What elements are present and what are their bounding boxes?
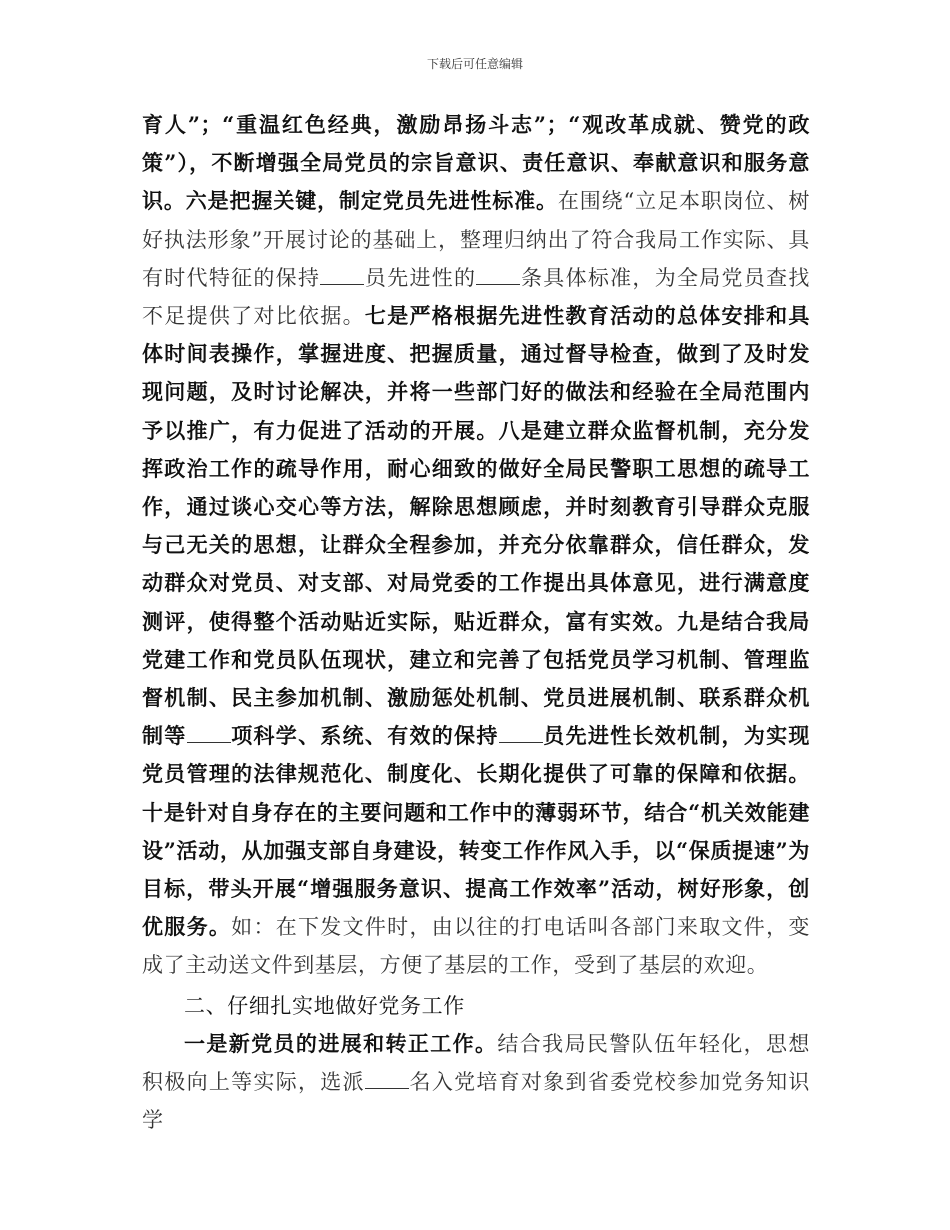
paragraph-1-bold-4: 员先进性长效机制，为实现党员管理的法律规范化、制度化、长期化提供了可靠的保障和依据。十是针对自身存在的主要问题和工作中的薄弱环节，结合“机关效能建设”活动，从加强支部自身建设，转变工作作风入手，以“保质提速”为目标，带头开展“增强服务意识、提高工作效率”活动，树好形象，创优服务。 [142, 723, 810, 940]
header-note: 下载后可任意编辑 [426, 57, 523, 71]
paragraph-1-normal-3: 条具体标准，为全局党员查找不足提供了对比依据。 [142, 265, 810, 329]
paragraph-2-normal-1: 结合我局民警队伍年轻化，思想积极向上等实际，选派 [142, 1031, 810, 1095]
fill-blank [476, 283, 520, 285]
fill-blank [187, 741, 231, 743]
section-heading-2: 二、仔细扎实地做好党务工作 [184, 993, 465, 1018]
paragraph-1-normal-1: 在围绕“立足本职岗位、树好执法形象”开展讨论的基础上，整理归纳出了符合我局工作实际、具有时代特征的保持 [142, 189, 810, 290]
paragraph-2 [142, 1025, 810, 1140]
paragraph-1 [142, 106, 810, 985]
paragraph-1-bold-3: 项科学、系统、有效的保持 [230, 723, 499, 749]
fill-blank [499, 741, 543, 743]
paragraph-1-bold-1: 育人”；“重温红色经典，激励昂扬斗志”；“观改革成就、赞党的政策”），不断增强全局党员的宗旨意识、责任意识、奉献意识和服务意识。六是把握关键，制定党员先进性标准。 [142, 112, 810, 214]
paragraph-2-bold-1: 一是新党员的进展和转正工作。 [184, 1030, 498, 1056]
fill-blank [365, 1087, 409, 1089]
document-body [142, 106, 810, 1139]
paragraph-2-normal-2: 名入党培育对象到省委党校参加党务知识学 [142, 1070, 810, 1133]
paragraph-1-normal-2: 员先进性的 [364, 265, 477, 290]
paragraph-1-bold-2: 七是严格根据先进性教育活动的总体安排和具体时间表操作，掌握进度、把握质量，通过督导检查，做到了及时发现问题，及时讨论解决，并将一些部门好的做法和经验在全局范围内予以推广，有力促进了活动的开展。八是建立群众监督机制，充分发挥政治工作的疏导作用，耐心细致的做好全局民警职工思想的疏导工作，通过谈心交心等方法，解除思想顾虑，并时刻教育引导群众克服与己无关的思想，让群众全程参加，并充分依靠群众，信任群众，发动群众对党员、对支部、对局党委的工作提出具体意见，进行满意度测评，使得整个活动贴近实际，贴近群众，富有实效。九是结合我局党建工作和党员队伍现状，建立和完善了包括党员学习机制、管理监督机制、民主参加机制、激励惩处机制、党员进展机制、联系群众机制等 [142, 303, 811, 749]
paragraph-1-normal-4: 如：在下发文件时，由以往的打电话叫各部门来取文件，变成了主动送文件到基层，方便了基层的工作，受到了基层的欢迎。 [142, 915, 810, 978]
fill-blank [320, 283, 364, 285]
